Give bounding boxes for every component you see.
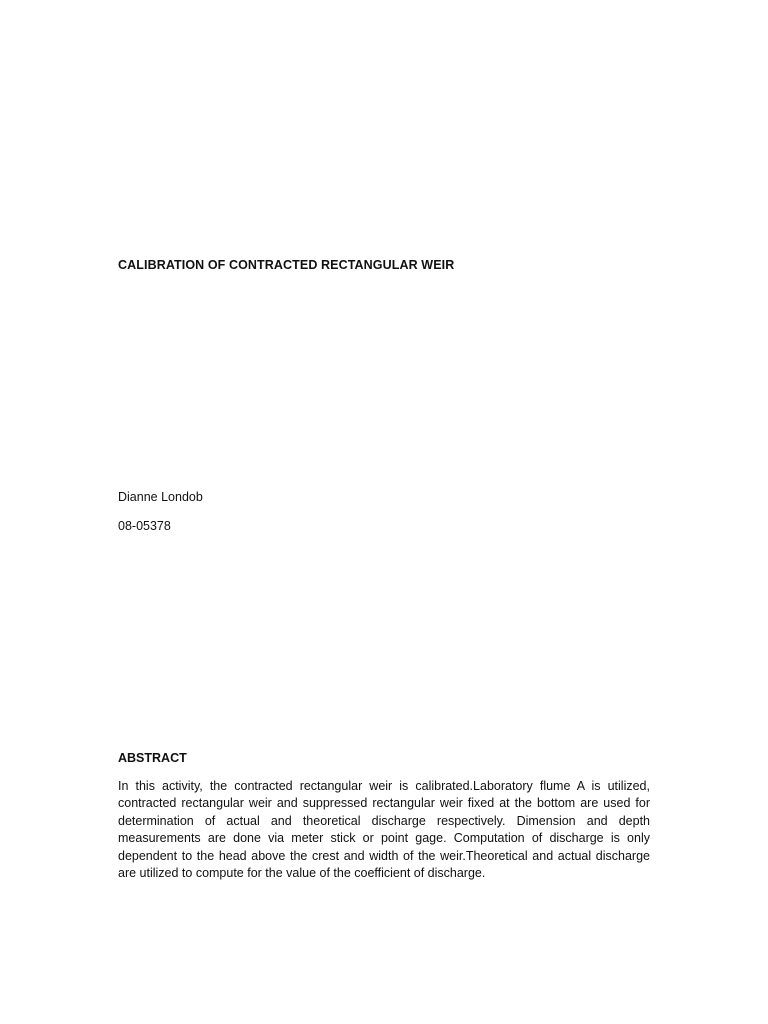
student-id: 08-05378 — [118, 519, 171, 533]
abstract-body: In this activity, the contracted rectangular weir is calibrated.Laboratory flume A is utilized, contracted rectangular weir and suppressed rectangular weir fixed at the bottom are used for determination of actual and theoretical discharge respectively. Dimension and depth measurements are done via meter stick or point gage. Computation of discharge is only dependent to the head above the crest and width of the weir.Theoretical and actual discharge are utilized to compute for the value of the coefficient of discharge. — [118, 779, 650, 881]
document-title: CALIBRATION OF CONTRACTED RECTANGULAR WEIR — [118, 258, 455, 272]
author-name: Dianne Londob — [118, 490, 203, 504]
abstract-heading: ABSTRACT — [118, 751, 187, 765]
